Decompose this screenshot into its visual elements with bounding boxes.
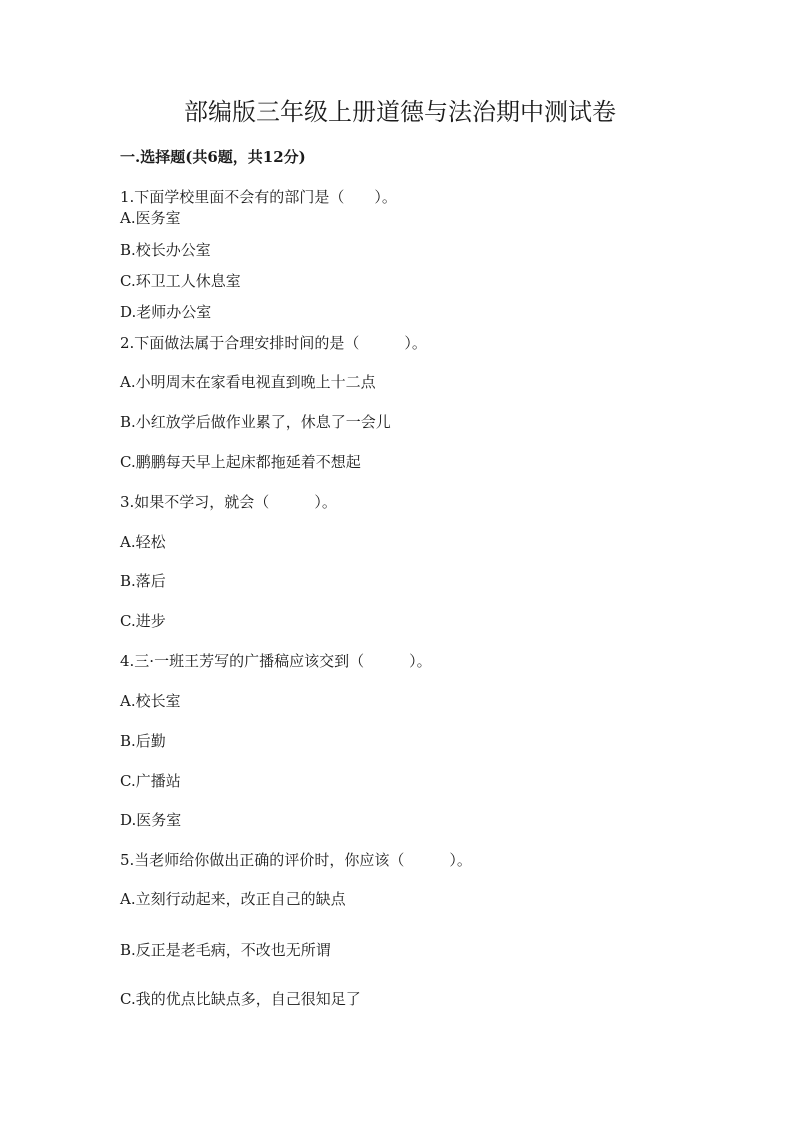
question-2-stem: 2.下面做法属于合理安排时间的是（ ）。 <box>120 334 427 352</box>
question-2-option-c: C.鹏鹏每天早上起床都拖延着不想起 <box>120 453 361 471</box>
question-4-option-a: A.校长室 <box>120 692 181 710</box>
question-1-option-b: B.校长办公室 <box>120 241 211 259</box>
question-2-option-b: B.小红放学后做作业累了，休息了一会儿 <box>120 413 391 431</box>
question-1-option-a: A.医务室 <box>120 209 181 227</box>
question-4-option-b: B.后勤 <box>120 732 166 750</box>
question-2-option-a: A.小明周末在家看电视直到晚上十二点 <box>120 373 376 391</box>
question-4-option-c: C.广播站 <box>120 772 181 790</box>
question-4-stem: 4.三·一班王芳写的广播稿应该交到（ ）。 <box>120 652 432 670</box>
section-heading: 一.选择题(共6题，共12分) <box>120 148 306 166</box>
question-1-option-c: C.环卫工人休息室 <box>120 272 241 290</box>
question-4-option-d: D.医务室 <box>120 811 182 829</box>
question-3-option-a: A.轻松 <box>120 533 166 551</box>
question-5-option-c: C.我的优点比缺点多，自己很知足了 <box>120 990 361 1008</box>
page-title: 部编版三年级上册道德与法治期中测试卷 <box>184 98 616 126</box>
question-3-option-c: C.进步 <box>120 612 166 630</box>
question-5-option-a: A.立刻行动起来，改正自己的缺点 <box>120 890 346 908</box>
question-1-stem: 1.下面学校里面不会有的部门是（ ）。 <box>120 188 397 206</box>
question-1-option-d: D.老师办公室 <box>120 303 212 321</box>
question-5-stem: 5.当老师给你做出正确的评价时，你应该（ ）。 <box>120 851 472 869</box>
question-5-option-b: B.反正是老毛病，不改也无所谓 <box>120 941 331 959</box>
question-3-option-b: B.落后 <box>120 572 166 590</box>
question-3-stem: 3.如果不学习，就会（ ）。 <box>120 493 337 511</box>
